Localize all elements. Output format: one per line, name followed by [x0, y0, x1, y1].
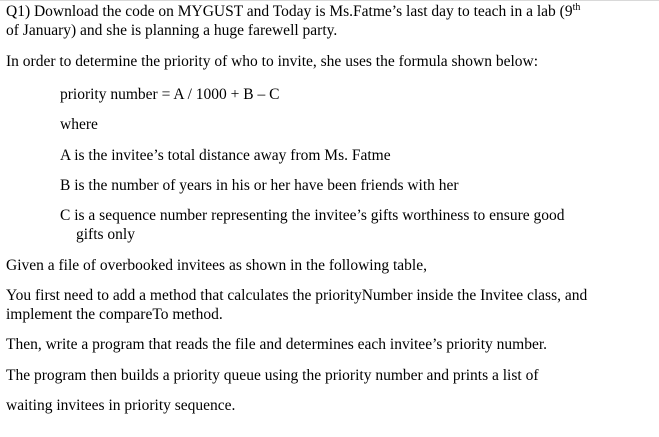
- question-text: Q1) Download the code on MYGUST and Today is Ms.Fatme’s last day to teach in a lab (9: [6, 3, 573, 20]
- intro-paragraph: In order to determine the priority of who to invite, she uses the formula shown below:: [6, 53, 539, 70]
- question-line-1: [6, 3, 580, 21]
- task3-line-2: waiting invitees in priority sequence.: [6, 397, 236, 414]
- definition-a: A is the invitee’s total distance away from Ms. Fatme: [60, 147, 391, 164]
- task2-paragraph: Then, write a program that reads the file and determines each invitee’s priority number.: [6, 336, 548, 353]
- task1-line-2: implement the compareTo method.: [6, 306, 223, 323]
- definition-c-line-2: gifts only: [76, 226, 135, 243]
- top-divider: [0, 0, 659, 1]
- definition-b: B is the number of years in his or her have been friends with her: [60, 177, 459, 194]
- question-line-2: of January) and she is planning a huge farewell party.: [6, 22, 338, 39]
- task3-line-1: The program then builds a priority queue using the priority number and prints a list of: [6, 367, 539, 384]
- given-paragraph: Given a file of overbooked invitees as shown in the following table,: [6, 257, 427, 274]
- task1-line-1: You first need to add a method that calculates the priorityNumber inside the Invitee class, and: [6, 287, 588, 304]
- where-label: where: [60, 116, 98, 133]
- superscript-th: th: [572, 2, 581, 13]
- definition-c-line-1: C is a sequence number representing the invitee’s gifts worthiness to ensure good: [60, 207, 565, 224]
- formula: priority number = A / 1000 + B – C: [60, 86, 280, 103]
